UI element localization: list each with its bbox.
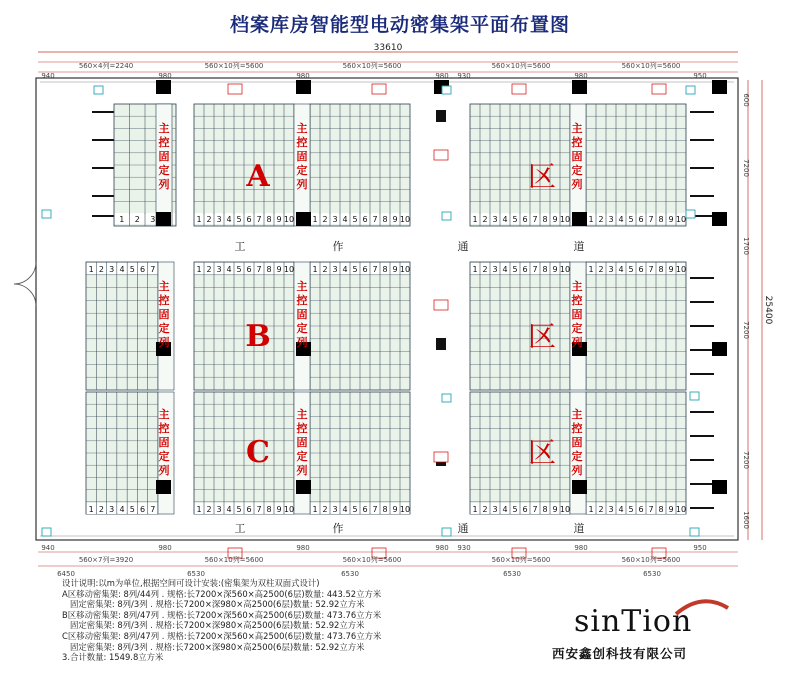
fixed-column-label: 固	[571, 308, 583, 321]
column-number: 7	[648, 215, 654, 224]
column-number: 5	[236, 505, 242, 514]
marker	[442, 212, 451, 220]
pillar	[296, 80, 311, 94]
bottom-small-dimension: 980	[574, 544, 588, 552]
column-number: 8	[542, 215, 548, 224]
fixed-column-label: 定	[158, 450, 170, 463]
pillar	[436, 110, 446, 122]
column-number: 9	[392, 215, 398, 224]
pillar	[296, 212, 311, 226]
fixed-column-label: 固	[296, 436, 308, 449]
column-number: 4	[502, 215, 508, 224]
top-small-dimension: 980	[158, 72, 172, 80]
column-number: 8	[382, 215, 388, 224]
fixed-column-label: 主	[571, 122, 583, 135]
column-number: 6	[246, 215, 252, 224]
column-number: 6	[638, 505, 644, 514]
column-number: 4	[119, 265, 125, 274]
column-number: 10	[283, 265, 295, 274]
column-number: 6	[522, 265, 528, 274]
top-small-dimension: 980	[435, 72, 449, 80]
company-logo	[552, 604, 774, 670]
column-number: 4	[342, 265, 348, 274]
door-arc	[14, 262, 36, 284]
fixed-column-label: 列	[571, 178, 583, 191]
column-number: 8	[658, 215, 664, 224]
column-number: 8	[266, 505, 272, 514]
fixed-column-label: 定	[571, 164, 583, 177]
corridor-label: 作	[332, 522, 344, 535]
column-number: 2	[134, 215, 140, 224]
column-number: 1	[588, 505, 594, 514]
column-number: 3	[216, 505, 222, 514]
shelf-grid	[586, 262, 686, 390]
marker	[442, 86, 451, 94]
bottom-dimension: 560×10列=5600	[621, 556, 681, 564]
column-number: 10	[675, 265, 687, 274]
fixed-column-label: 列	[158, 336, 170, 349]
column-number: 4	[119, 505, 125, 514]
corridor-label: 通	[457, 522, 469, 535]
column-number: 2	[206, 265, 212, 274]
column-number: 9	[552, 505, 558, 514]
corridor-label: 工	[234, 522, 246, 535]
column-number: 5	[512, 505, 518, 514]
column-number: 6	[638, 215, 644, 224]
top-dimension: 560×10列=5600	[204, 62, 264, 70]
right-dimension: 1700	[742, 237, 750, 255]
note-line: B区移动密集架: 8列/47列 . 规格:长7200×深560×高2500(6层)数量: 473.76立方米	[62, 609, 382, 620]
fixed-column-label: 控	[571, 422, 583, 435]
column-number: 7	[372, 265, 378, 274]
marker	[686, 210, 695, 218]
shelf-grid	[310, 262, 410, 390]
fixed-column-label: 主	[296, 122, 308, 135]
column-number: 7	[256, 215, 262, 224]
column-number: 9	[552, 215, 558, 224]
fixed-column-label: 主	[158, 122, 170, 135]
bottom-small-dimension: 940	[41, 544, 55, 552]
column-number: 8	[382, 265, 388, 274]
column-number: 3	[608, 505, 614, 514]
note-line: A区移动密集架: 8列/44列 . 规格:长7200×深560×高2500(6层)数量: 443.52立方米	[62, 588, 382, 599]
column-number: 4	[502, 505, 508, 514]
note-line: 固定密集架: 8列/3列 . 规格:长7200×深980×高2500(6层)数量: 52.92立方米	[62, 599, 365, 610]
right-dimension: 600	[742, 93, 750, 107]
fixed-column-label: 列	[296, 178, 308, 191]
column-number: 6	[522, 215, 528, 224]
column-number: 4	[226, 265, 232, 274]
fixed-column-label: 定	[296, 322, 308, 335]
column-number: 2	[322, 505, 328, 514]
column-number: 8	[382, 505, 388, 514]
top-dimension: 560×4列=2240	[78, 62, 134, 70]
marker	[372, 84, 386, 94]
column-number: 1	[312, 215, 318, 224]
column-number: 1	[472, 505, 478, 514]
design-notes	[62, 578, 381, 663]
fixed-column-label: 主	[158, 280, 170, 293]
fixed-column-label: 固	[571, 150, 583, 163]
bottom-zone-dimension: 6530	[341, 570, 359, 578]
column-number: 6	[362, 265, 368, 274]
column-number: 10	[559, 265, 571, 274]
column-number: 3	[608, 265, 614, 274]
fixed-column-label: 列	[571, 336, 583, 349]
column-number: 4	[618, 215, 624, 224]
column-number: 6	[140, 505, 146, 514]
bottom-small-dimension: 980	[158, 544, 172, 552]
column-number: 6	[246, 265, 252, 274]
top-small-dimension: 940	[41, 72, 55, 80]
column-number: 3	[332, 215, 338, 224]
column-number: 5	[129, 505, 135, 514]
pillar	[712, 342, 727, 356]
column-number: 2	[206, 505, 212, 514]
column-number: 5	[628, 505, 634, 514]
fixed-column-label: 定	[296, 450, 308, 463]
column-number: 9	[392, 265, 398, 274]
column-number: 4	[502, 265, 508, 274]
column-number: 2	[206, 215, 212, 224]
fixed-column-label: 固	[571, 436, 583, 449]
column-number: 9	[276, 265, 282, 274]
column-number: 8	[266, 265, 272, 274]
column-number: 4	[342, 215, 348, 224]
column-number: 7	[532, 265, 538, 274]
fixed-column-label: 控	[296, 136, 308, 149]
bottom-small-dimension: 950	[693, 544, 707, 552]
marker	[94, 86, 103, 94]
column-number: 10	[675, 215, 687, 224]
pillar	[712, 80, 727, 94]
fixed-column-label: 列	[158, 464, 170, 477]
bottom-small-dimension: 980	[435, 544, 449, 552]
note-line: 3.合计数量: 1549.8立方米	[62, 652, 164, 663]
marker	[652, 84, 666, 94]
column-number: 7	[648, 265, 654, 274]
right-dimension: 7200	[742, 159, 750, 177]
fixed-column-label: 固	[158, 436, 170, 449]
marker	[686, 86, 695, 94]
fixed-column-label: 控	[158, 294, 170, 307]
shelf-grid	[310, 104, 410, 226]
shelf-grid	[194, 392, 294, 514]
marker	[690, 528, 699, 536]
column-number: 1	[88, 505, 94, 514]
column-number: 3	[216, 265, 222, 274]
fixed-column-label: 固	[296, 150, 308, 163]
zone-char: 区	[527, 320, 557, 353]
marker	[228, 84, 242, 94]
column-number: 3	[492, 505, 498, 514]
fixed-column-label: 主	[571, 280, 583, 293]
pillar	[712, 480, 727, 494]
pillar	[156, 480, 171, 494]
fixed-column-label: 控	[158, 136, 170, 149]
fixed-column-label: 控	[571, 294, 583, 307]
column-number: 9	[276, 215, 282, 224]
column-number: 5	[352, 265, 358, 274]
column-number: 9	[668, 265, 674, 274]
column-number: 4	[342, 505, 348, 514]
logo-wordmark: sinTion	[574, 604, 693, 639]
note-line: 固定密集架: 8列/3列 . 规格:长7200×深980×高2500(6层)数量: 52.92立方米	[62, 620, 365, 631]
column-number: 9	[668, 505, 674, 514]
column-number: 5	[129, 265, 135, 274]
zone-char: 区	[527, 160, 557, 193]
column-number: 1	[196, 215, 202, 224]
fixed-column-label: 固	[296, 308, 308, 321]
top-small-dimension: 950	[693, 72, 707, 80]
marker	[442, 528, 451, 536]
column-number: 5	[352, 215, 358, 224]
column-number: 2	[598, 505, 604, 514]
column-number: 6	[140, 265, 146, 274]
fixed-column-label: 定	[296, 164, 308, 177]
column-number: 7	[372, 215, 378, 224]
column-number: 6	[362, 505, 368, 514]
corridor-label: 道	[573, 522, 585, 535]
column-number: 2	[322, 265, 328, 274]
top-dimension: 560×10列=5600	[491, 62, 551, 70]
column-number: 10	[283, 215, 295, 224]
column-number: 1	[196, 505, 202, 514]
bottom-small-dimension: 930	[457, 544, 471, 552]
shelf-grid	[586, 104, 686, 226]
marker	[512, 84, 526, 94]
fixed-column-label: 控	[296, 294, 308, 307]
column-number: 5	[628, 265, 634, 274]
zone-letter: C	[246, 435, 270, 470]
column-number: 1	[88, 265, 94, 274]
column-number: 2	[322, 215, 328, 224]
fixed-column-label: 列	[296, 464, 308, 477]
bottom-zone-dimension: 6530	[643, 570, 661, 578]
column-number: 3	[332, 505, 338, 514]
fixed-column-label: 列	[296, 336, 308, 349]
door-arc	[14, 284, 36, 306]
column-number: 4	[618, 505, 624, 514]
column-number: 7	[648, 505, 654, 514]
top-small-dimension: 980	[574, 72, 588, 80]
bottom-dimension: 560×7列=3920	[78, 556, 134, 564]
column-number: 10	[559, 505, 571, 514]
column-number: 5	[236, 265, 242, 274]
pillar	[156, 80, 171, 94]
logo-company-name: 西安鑫创科技有限公司	[552, 646, 688, 661]
column-number: 7	[532, 215, 538, 224]
column-number: 2	[482, 505, 488, 514]
column-number: 10	[399, 265, 411, 274]
fixed-column-label: 列	[158, 178, 170, 191]
fixed-column-label: 控	[158, 422, 170, 435]
column-number: 8	[658, 505, 664, 514]
fixed-column-label: 主	[296, 280, 308, 293]
marker	[42, 528, 51, 536]
fixed-column-label: 控	[571, 136, 583, 149]
column-number: 10	[559, 215, 571, 224]
column-number: 1	[312, 505, 318, 514]
bottom-dimension: 560×10列=5600	[491, 556, 551, 564]
column-number: 2	[482, 215, 488, 224]
column-number: 4	[226, 215, 232, 224]
column-number: 1	[472, 215, 478, 224]
column-number: 9	[668, 215, 674, 224]
marker	[42, 210, 51, 218]
column-number: 5	[236, 215, 242, 224]
column-number: 3	[150, 215, 156, 224]
fixed-column-label: 定	[571, 450, 583, 463]
column-number: 2	[598, 215, 604, 224]
fixed-column-label: 定	[158, 322, 170, 335]
top-small-dimension: 930	[457, 72, 471, 80]
right-dimension: 7200	[742, 451, 750, 469]
column-number: 1	[588, 215, 594, 224]
shelf-grid	[586, 392, 686, 514]
pillar	[156, 212, 171, 226]
bottom-small-dimension: 980	[296, 544, 310, 552]
column-number: 1	[588, 265, 594, 274]
zone-letter: B	[245, 319, 271, 354]
pillar	[572, 80, 587, 94]
note-line: 设计说明:以m为单位,根据空间可设计安装:(密集架为双柱双面式设计)	[62, 578, 320, 588]
column-number: 5	[352, 505, 358, 514]
top-small-dimension: 980	[296, 72, 310, 80]
column-number: 5	[512, 215, 518, 224]
note-line: 固定密集架: 8列/3列 . 规格:长7200×深980×高2500(6层)数量: 52.92立方米	[62, 641, 365, 652]
overall-width: 33610	[373, 43, 403, 53]
column-number: 7	[150, 505, 156, 514]
zone-letter: A	[246, 159, 270, 194]
bottom-zone-dimension: 6530	[503, 570, 521, 578]
shelf-grid	[310, 392, 410, 514]
pillar	[436, 338, 446, 350]
column-number: 1	[119, 215, 125, 224]
column-number: 10	[399, 215, 411, 224]
column-number: 10	[399, 505, 411, 514]
fixed-column-label: 固	[158, 150, 170, 163]
marker	[442, 394, 451, 402]
column-number: 3	[608, 215, 614, 224]
column-number: 8	[542, 505, 548, 514]
bottom-dimension: 560×10列=5600	[342, 556, 402, 564]
column-number: 4	[226, 505, 232, 514]
fixed-column-label: 主	[158, 408, 170, 421]
column-number: 3	[109, 265, 115, 274]
column-number: 7	[256, 505, 262, 514]
column-number: 7	[256, 265, 262, 274]
column-number: 8	[542, 265, 548, 274]
column-number: 2	[482, 265, 488, 274]
column-number: 1	[472, 265, 478, 274]
page-title: 档案库房智能型电动密集架平面布置图	[229, 14, 570, 36]
column-number: 8	[658, 265, 664, 274]
column-number: 6	[638, 265, 644, 274]
column-number: 7	[372, 505, 378, 514]
pillar	[296, 480, 311, 494]
fixed-column-label: 定	[158, 164, 170, 177]
column-number: 6	[362, 215, 368, 224]
column-number: 3	[332, 265, 338, 274]
column-number: 1	[312, 265, 318, 274]
overall-height: 25400	[763, 295, 773, 325]
shelf-grid	[86, 262, 158, 390]
column-number: 5	[512, 265, 518, 274]
column-number: 2	[598, 265, 604, 274]
shelving-grids	[86, 104, 686, 514]
marker	[690, 392, 699, 400]
fixed-column-label: 控	[296, 422, 308, 435]
bottom-zone-dimension: 6450	[57, 570, 75, 578]
shelf-grid	[194, 104, 294, 226]
column-number: 2	[98, 505, 104, 514]
column-number: 7	[532, 505, 538, 514]
column-number: 8	[266, 215, 272, 224]
pillar	[712, 212, 727, 226]
column-number: 3	[109, 505, 115, 514]
column-number: 3	[492, 265, 498, 274]
column-number: 7	[150, 265, 156, 274]
fixed-column-label: 主	[296, 408, 308, 421]
column-number: 10	[283, 505, 295, 514]
column-number: 9	[552, 265, 558, 274]
corridor-label: 道	[573, 240, 585, 253]
logo-swoosh-icon	[674, 598, 730, 616]
fixed-column-label: 主	[571, 408, 583, 421]
shelf-grid	[194, 262, 294, 390]
marker	[434, 150, 448, 160]
right-dimension: 1600	[742, 511, 750, 529]
pillar	[572, 480, 587, 494]
zone-char: 区	[527, 436, 557, 469]
column-number: 1	[196, 265, 202, 274]
fixed-column-label: 固	[158, 308, 170, 321]
bottom-zone-dimension: 6530	[187, 570, 205, 578]
corridor-label: 通	[457, 240, 469, 253]
corridor-label: 作	[332, 240, 344, 253]
shelf-grid	[86, 392, 158, 514]
column-number: 6	[522, 505, 528, 514]
column-number: 3	[492, 215, 498, 224]
note-line: C区移动密集架: 8列/47列 . 规格:长7200×深560×高2500(6层)数量: 473.76立方米	[62, 630, 382, 641]
right-dimension: 7200	[742, 321, 750, 339]
marker	[434, 452, 448, 462]
pillar	[572, 212, 587, 226]
fixed-column-label: 定	[571, 322, 583, 335]
column-number: 9	[276, 505, 282, 514]
column-number: 6	[246, 505, 252, 514]
marker	[434, 300, 448, 310]
column-number: 5	[628, 215, 634, 224]
top-dimension: 560×10列=5600	[621, 62, 681, 70]
corridor-label: 工	[234, 240, 246, 253]
top-dimension: 560×10列=5600	[342, 62, 402, 70]
column-number: 3	[216, 215, 222, 224]
column-number: 9	[392, 505, 398, 514]
column-number: 10	[675, 505, 687, 514]
column-number: 2	[98, 265, 104, 274]
fixed-column-label: 列	[571, 464, 583, 477]
column-number: 4	[618, 265, 624, 274]
bottom-dimension: 560×10列=5600	[204, 556, 264, 564]
